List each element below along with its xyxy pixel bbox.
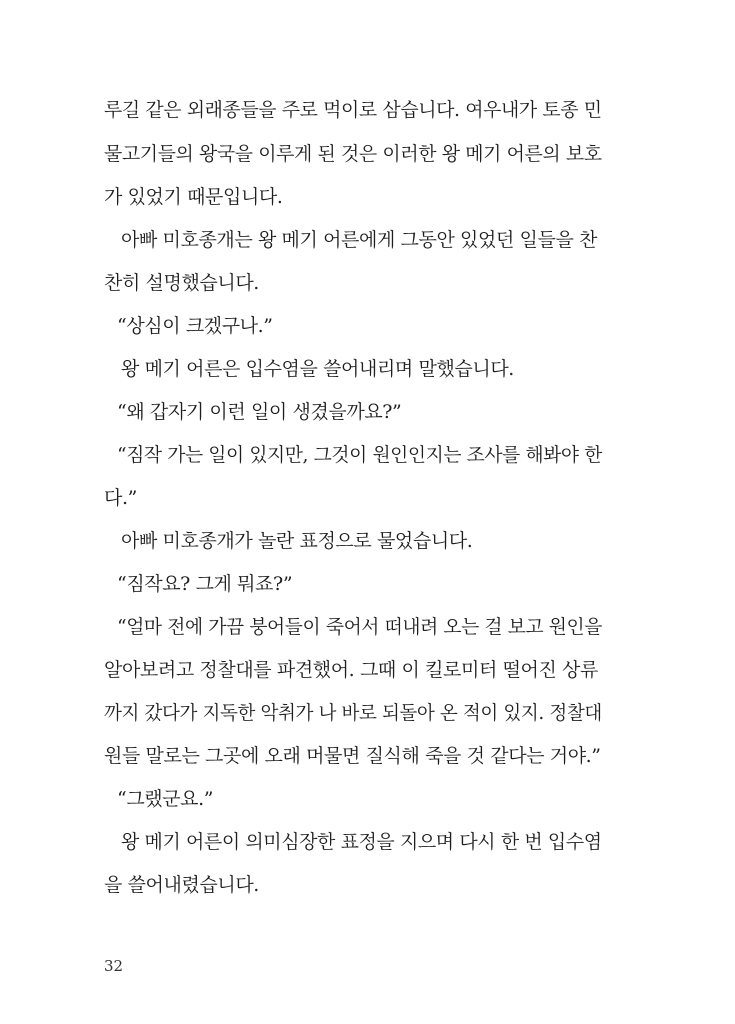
dialogue-line: 다.” bbox=[104, 487, 137, 509]
page-number: 32 bbox=[104, 957, 124, 975]
dialogue-line: “짐작요? 그게 뭐죠?” bbox=[117, 573, 293, 595]
text-line: 물고기들의 왕국을 이루게 된 것은 이러한 왕 메기 어른의 보호 bbox=[104, 143, 602, 165]
dialogue-line: 알아보려고 정찰대를 파견했어. 그때 이 킬로미터 떨어진 상류 bbox=[104, 659, 598, 681]
text-line: 아빠 미호종개는 왕 메기 어른에게 그동안 있었던 일들을 찬 bbox=[121, 229, 598, 251]
dialogue-line: “얼마 전에 가끔 붕어들이 죽어서 떠내려 오는 걸 보고 원인을 bbox=[117, 616, 602, 638]
text-line: 아빠 미호종개가 놀란 표정으로 물었습니다. bbox=[121, 530, 473, 552]
text-line: 왕 메기 어른이 의미심장한 표정을 지으며 다시 한 번 입수염 bbox=[121, 831, 602, 853]
dialogue-line: “짐작 가는 일이 있지만, 그것이 원인인지는 조사를 해봐야 한 bbox=[117, 444, 602, 466]
dialogue-line: “그랬군요.” bbox=[117, 788, 214, 810]
text-line: 가 있었기 때문입니다. bbox=[104, 186, 283, 208]
dialogue-line: “상심이 크겠구나.” bbox=[117, 315, 273, 337]
dialogue-line: 원들 말로는 그곳에 오래 머물면 질식해 죽을 것 같다는 거야.” bbox=[104, 745, 601, 767]
dialogue-line: “왜 갑자기 이런 일이 생겼을까요?” bbox=[117, 401, 402, 423]
text-line: 찬히 설명했습니다. bbox=[104, 272, 259, 294]
text-line: 루길 같은 외래종들을 주로 먹이로 삼습니다. 여우내가 토종 민 bbox=[104, 99, 602, 121]
text-line: 을 쓸어내렸습니다. bbox=[104, 874, 259, 896]
dialogue-line: 까지 갔다가 지독한 악취가 나 바로 되돌아 온 적이 있지. 정찰대 bbox=[104, 702, 602, 724]
text-line: 왕 메기 어른은 입수염을 쓸어내리며 말했습니다. bbox=[121, 358, 514, 380]
